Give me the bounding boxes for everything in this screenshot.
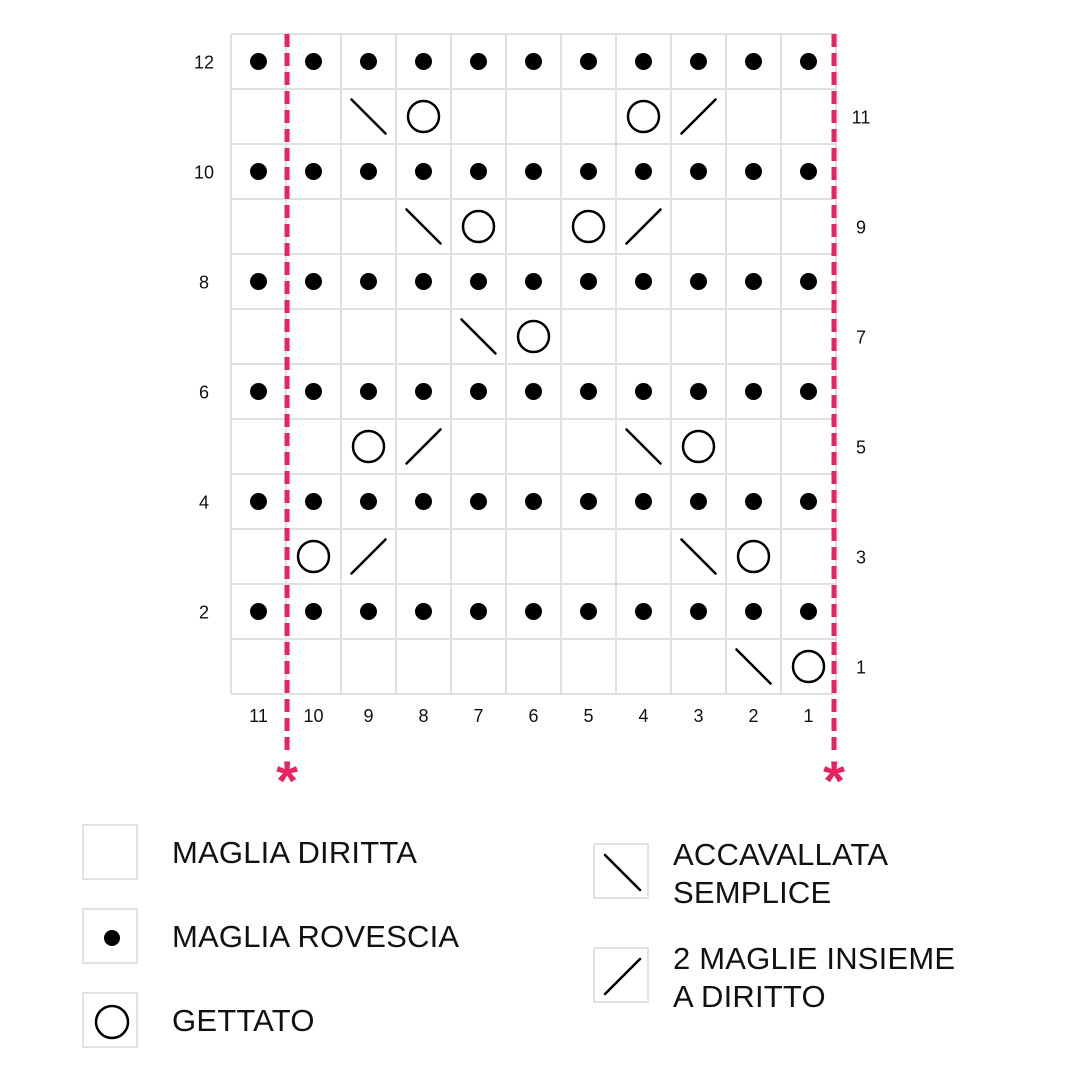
- legend-item-2-maglie-insieme: [593, 940, 955, 1016]
- purl-dot-icon: [800, 383, 817, 400]
- legend-item-maglia-rovescia: [82, 908, 459, 964]
- purl-dot-icon: [415, 53, 432, 70]
- row-label-right: 3: [855, 547, 867, 568]
- legend-label: MAGLIA DIRITTA: [172, 835, 418, 870]
- row-label-right: 5: [855, 437, 867, 458]
- purl-dot-icon: [525, 53, 542, 70]
- repeat-asterisk-icon: *: [276, 749, 298, 800]
- column-label: 2: [748, 706, 759, 726]
- row-label-left: 4: [198, 492, 210, 513]
- legend-item-maglia-diritta: [82, 824, 417, 880]
- purl-dot-icon: [800, 53, 817, 70]
- purl-dot-icon: [690, 603, 707, 620]
- purl-dot-icon: [525, 383, 542, 400]
- purl-dot-icon: [415, 163, 432, 180]
- purl-dot-icon: [525, 163, 542, 180]
- purl-dot-icon: [305, 493, 322, 510]
- purl-dot-icon: [745, 53, 762, 70]
- purl-dot-icon: [635, 383, 652, 400]
- column-label: 3: [693, 706, 704, 726]
- purl-dot-icon: [690, 493, 707, 510]
- purl-dot-icon: [470, 603, 487, 620]
- column-label: 8: [418, 706, 429, 726]
- purl-dot-icon: [360, 163, 377, 180]
- purl-dot-icon: [82, 908, 138, 964]
- purl-dot-icon: [360, 273, 377, 290]
- purl-dot-icon: [470, 273, 487, 290]
- row-label-left: 2: [198, 602, 210, 623]
- purl-dot-icon: [305, 383, 322, 400]
- purl-dot-icon: [525, 273, 542, 290]
- purl-dot-icon: [415, 273, 432, 290]
- purl-dot-icon: [415, 603, 432, 620]
- purl-dot-icon: [305, 163, 322, 180]
- purl-dot-icon: [635, 493, 652, 510]
- purl-dot-icon: [800, 493, 817, 510]
- column-label: 1: [803, 706, 814, 726]
- purl-dot-icon: [745, 273, 762, 290]
- purl-dot-icon: [635, 53, 652, 70]
- purl-dot-icon: [635, 603, 652, 620]
- k2tog-slash-icon: [593, 947, 649, 1003]
- purl-dot-icon: [745, 603, 762, 620]
- column-label: 9: [363, 706, 374, 726]
- column-label: 6: [528, 706, 539, 726]
- purl-dot-icon: [360, 493, 377, 510]
- purl-dot-icon: [250, 603, 267, 620]
- knit-stitch-icon: [82, 824, 138, 880]
- row-label-right: 7: [855, 327, 867, 348]
- legend-label: GETTATO: [172, 1003, 315, 1038]
- row-label-right: 11: [851, 107, 871, 128]
- purl-dot-icon: [415, 493, 432, 510]
- purl-dot-icon: [470, 53, 487, 70]
- legend-label: ACCAVALLATA SEMPLICE: [673, 837, 889, 910]
- purl-dot-icon: [525, 493, 542, 510]
- column-label: 5: [583, 706, 594, 726]
- purl-dot-icon: [250, 163, 267, 180]
- purl-dot-icon: [580, 493, 597, 510]
- row-label-left: 10: [193, 162, 215, 183]
- purl-dot-icon: [800, 163, 817, 180]
- purl-dot-icon: [745, 493, 762, 510]
- yarn-over-circle-icon: [82, 992, 138, 1048]
- row-label-left: 8: [198, 272, 210, 293]
- row-label-right: 9: [855, 217, 867, 238]
- purl-dot-icon: [250, 493, 267, 510]
- purl-dot-icon: [580, 383, 597, 400]
- purl-dot-icon: [470, 163, 487, 180]
- repeat-asterisk-icon: *: [823, 749, 845, 800]
- purl-dot-icon: [580, 53, 597, 70]
- purl-dot-icon: [360, 53, 377, 70]
- column-label: 10: [303, 706, 324, 726]
- purl-dot-icon: [800, 273, 817, 290]
- purl-dot-icon: [690, 163, 707, 180]
- purl-dot-icon: [470, 493, 487, 510]
- purl-dot-icon: [305, 603, 322, 620]
- purl-dot-icon: [305, 53, 322, 70]
- legend-label: MAGLIA ROVESCIA: [172, 919, 460, 954]
- purl-dot-icon: [635, 163, 652, 180]
- purl-dot-icon: [800, 603, 817, 620]
- column-label: 11: [249, 706, 268, 726]
- purl-dot-icon: [635, 273, 652, 290]
- ssk-backslash-icon: [593, 843, 649, 899]
- row-label-left: 12: [193, 52, 215, 73]
- purl-dot-icon: [690, 383, 707, 400]
- purl-dot-icon: [580, 163, 597, 180]
- purl-dot-icon: [580, 603, 597, 620]
- purl-dot-icon: [580, 273, 597, 290]
- column-label: 4: [638, 706, 649, 726]
- purl-dot-icon: [470, 383, 487, 400]
- purl-dot-icon: [250, 53, 267, 70]
- purl-dot-icon: [745, 163, 762, 180]
- purl-dot-icon: [415, 383, 432, 400]
- column-label: 7: [473, 706, 484, 726]
- row-label-left: 6: [198, 382, 210, 403]
- purl-dot-icon: [690, 53, 707, 70]
- legend-item-gettato: [82, 992, 315, 1048]
- purl-dot-icon: [305, 273, 322, 290]
- row-label-right: 1: [855, 657, 867, 678]
- purl-dot-icon: [250, 383, 267, 400]
- legend-item-accavallata-semplice: [593, 836, 888, 912]
- purl-dot-icon: [525, 603, 542, 620]
- purl-dot-icon: [745, 383, 762, 400]
- purl-dot-icon: [690, 273, 707, 290]
- purl-dot-icon: [250, 273, 267, 290]
- purl-dot-icon: [360, 603, 377, 620]
- purl-dot-icon: [360, 383, 377, 400]
- legend-label: 2 MAGLIE INSIEME A DIRITTO: [673, 941, 956, 1014]
